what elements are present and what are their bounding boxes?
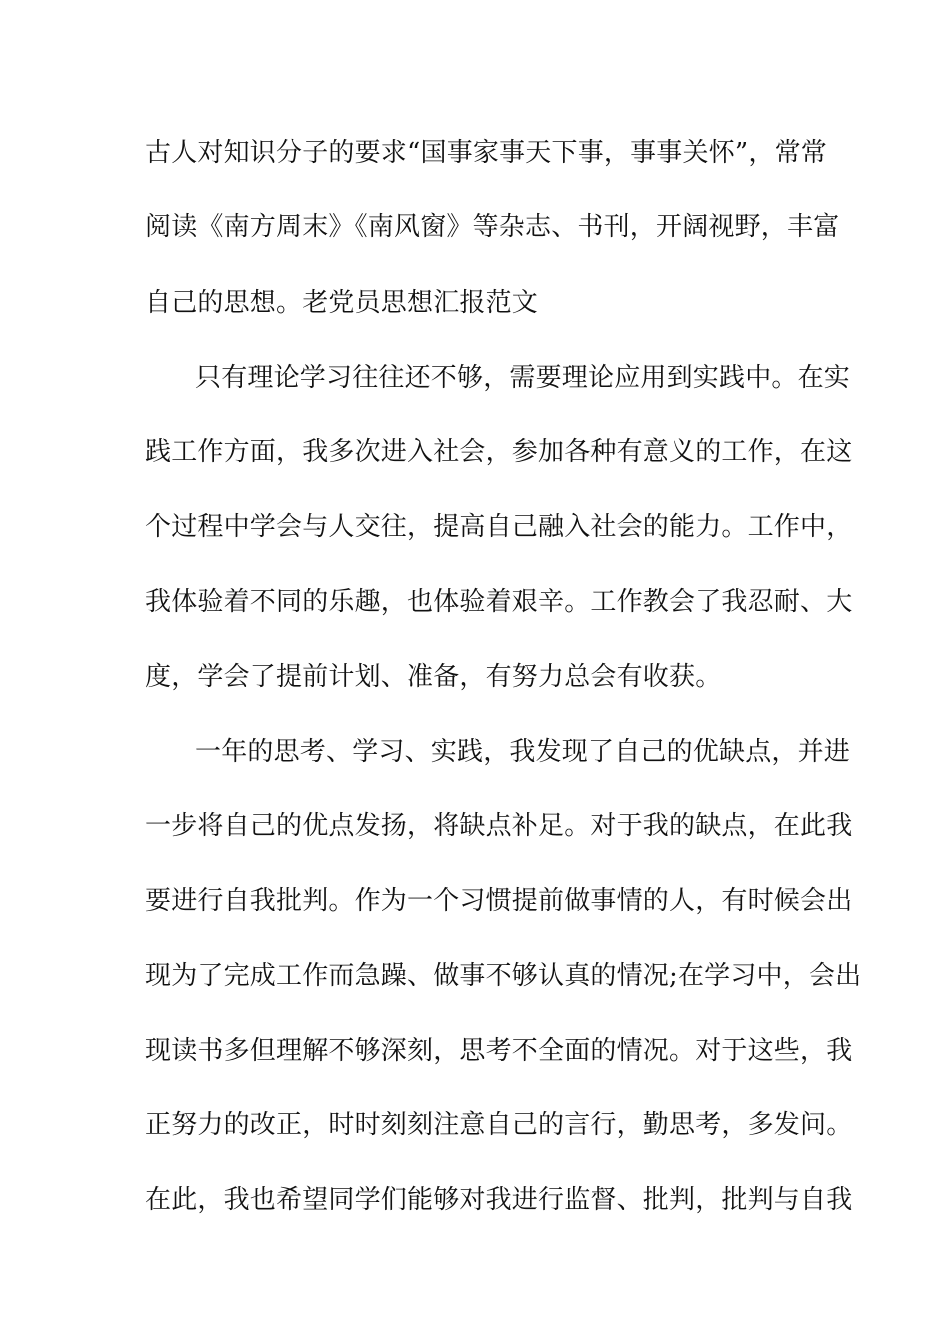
text-line-2: 阅读《南方周末》《南风窗》等杂志、书刊，开阔视野，丰富 [145,212,840,242]
text-line-1: 古人对知识分子的要求“国事家事天下事，事事关怀”，常常 [145,138,827,168]
text-line-15: 在此，我也希望同学们能够对我进行监督、批判，批判与自我 [145,1185,853,1215]
text-line-5: 践工作方面，我多次进入社会，参加各种有意义的工作，在这 [145,437,853,467]
text-line-3: 自己的思想。老党员思想汇报范文 [145,288,539,318]
text-line-8: 度，学会了提前计划、准备，有努力总会有收获。 [145,662,722,692]
text-line-7: 我体验着不同的乐趣，也体验着艰辛。工作教会了我忍耐、大 [145,587,853,617]
text-line-13: 现读书多但理解不够深刻，思考不全面的情况。对于这些，我 [145,1036,853,1066]
text-line-14: 正努力的改正，时时刻刻注意自己的言行，勤思考，多发问。 [145,1110,853,1140]
text-line-4: 只有理论学习往往还不够，需要理论应用到实践中。在实 [195,363,851,393]
text-line-6: 个过程中学会与人交往，提高自己融入社会的能力。工作中， [145,512,853,542]
text-line-9: 一年的思考、学习、实践，我发现了自己的优缺点，并进 [195,737,851,767]
text-line-12: 现为了完成工作而急躁、做事不够认真的情况;在学习中，会出 [145,961,862,991]
text-line-11: 要进行自我批判。作为一个习惯提前做事情的人，有时候会出 [145,886,853,916]
text-line-10: 一步将自己的优点发扬，将缺点补足。对于我的缺点，在此我 [145,811,853,841]
